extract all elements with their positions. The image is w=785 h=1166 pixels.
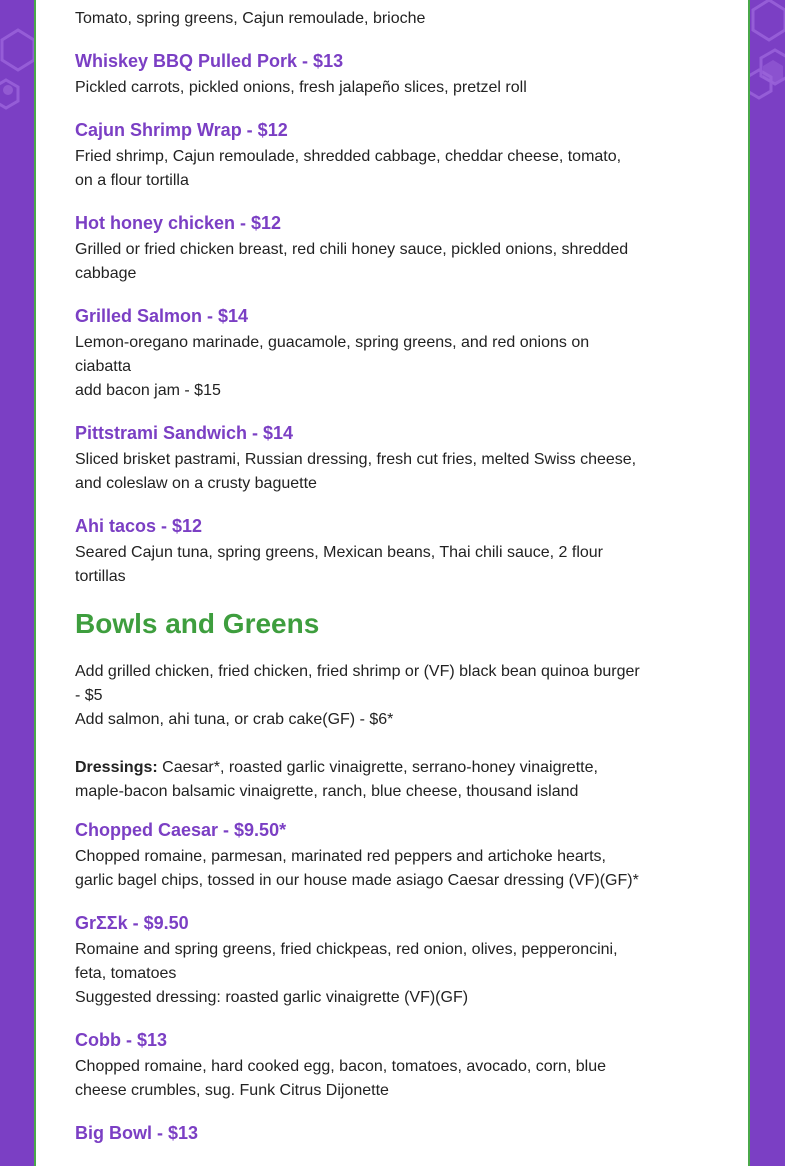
section-title-bowls-and-greens: Bowls and Greens — [75, 608, 320, 639]
menu-item-description: ciabatta — [75, 358, 132, 375]
add-protein-note: - $5 — [75, 687, 103, 704]
dressings-label: Dressings: — [75, 759, 158, 776]
menu-item-description: on a flour tortilla — [75, 172, 189, 189]
dressings-list: maple-bacon balsamic vinaigrette, ranch, blue cheese, thousand island — [75, 783, 579, 800]
background-pattern-right — [749, 0, 785, 1150]
menu-item-title: Grilled Salmon - $14 — [75, 306, 249, 326]
menu-item-description: Lemon-oregano marinade, guacamole, spring greens, and red onions on — [75, 334, 590, 351]
menu-item-title: Chopped Caesar - $9.50* — [75, 820, 287, 840]
menu-item-addon: add bacon jam - $15 — [75, 382, 221, 399]
menu-item-title: Hot honey chicken - $12 — [75, 213, 282, 233]
menu-item-description: Pickled carrots, pickled onions, fresh jalapeño slices, pretzel roll — [75, 79, 527, 96]
add-protein-note: Add grilled chicken, fried chicken, fried shrimp or (VF) black bean quinoa burger — [75, 663, 640, 680]
menu-item-title: Whiskey BBQ Pulled Pork - $13 — [75, 51, 344, 71]
menu-item-description: feta, tomatoes — [75, 965, 177, 982]
menu-item-description: garlic bagel chips, tossed in our house made asiago Caesar dressing (VF)(GF)* — [75, 872, 639, 889]
menu-item-description: Seared Cajun tuna, spring greens, Mexican beans, Thai chili sauce, 2 flour — [75, 544, 604, 561]
menu-item-description: Grilled or fried chicken breast, red chili honey sauce, pickled onions, shredded — [75, 241, 629, 258]
menu-item-title: Ahi tacos - $12 — [75, 516, 203, 536]
menu-item-description: cheese crumbles, sug. Funk Citrus Dijonette — [75, 1082, 389, 1099]
partial-item-description: Tomato, spring greens, Cajun remoulade, brioche — [75, 10, 426, 27]
add-protein-note: Add salmon, ahi tuna, or crab cake(GF) - $6* — [75, 711, 394, 728]
menu-item-description: tortillas — [75, 568, 126, 585]
menu-item-description: Suggested dressing: roasted garlic vinaigrette (VF)(GF) — [75, 989, 469, 1006]
menu-item-description: Chopped romaine, hard cooked egg, bacon, tomatoes, avocado, corn, blue — [75, 1058, 607, 1075]
menu-item-title: Pittstrami Sandwich - $14 — [75, 423, 294, 443]
dressings-line — [75, 756, 715, 780]
menu-item-title: GrΣΣk - $9.50 — [75, 913, 189, 933]
menu-item-title: Cobb - $13 — [75, 1030, 168, 1050]
menu-item-title: Cajun Shrimp Wrap - $12 — [75, 120, 288, 140]
dressings-list: Caesar*, roasted garlic vinaigrette, serrano-honey vinaigrette, — [157, 759, 598, 776]
menu-item-description: Fried shrimp, Cajun remoulade, shredded cabbage, cheddar cheese, tomato, — [75, 148, 622, 165]
menu-item-description: Chopped romaine, parmesan, marinated red peppers and artichoke hearts, — [75, 848, 606, 865]
menu-item-description: cabbage — [75, 265, 137, 282]
background-pattern-left — [0, 0, 36, 1150]
menu-item-title: Big Bowl - $13 — [75, 1123, 199, 1143]
menu-item-description: Romaine and spring greens, fried chickpeas, red onion, olives, pepperoncini, — [75, 941, 618, 958]
menu-item-description: and coleslaw on a crusty baguette — [75, 475, 317, 492]
menu-item-description: Sliced brisket pastrami, Russian dressing, fresh cut fries, melted Swiss cheese, — [75, 451, 637, 468]
